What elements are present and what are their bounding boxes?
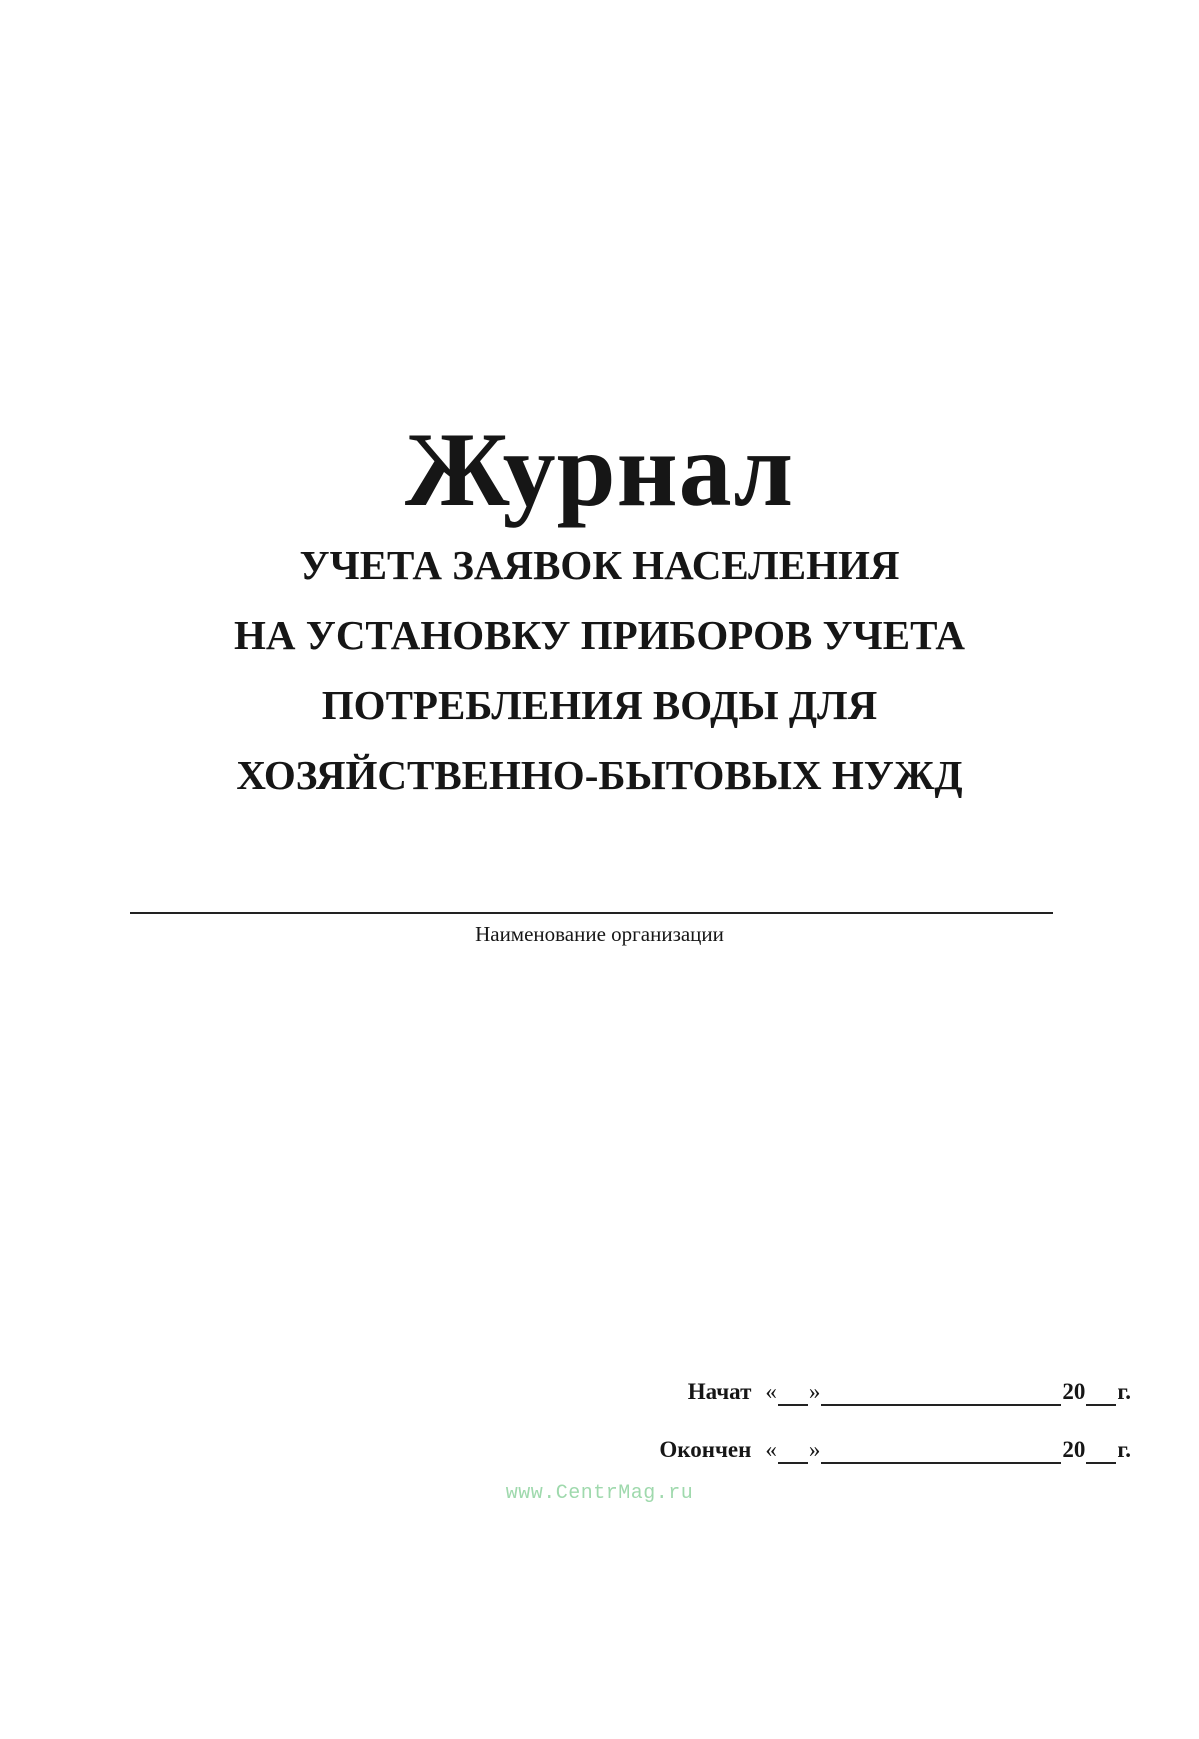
day-blank <box>778 1440 808 1464</box>
year-suffix: г. <box>1117 1437 1131 1462</box>
start-date-field <box>765 1378 1131 1406</box>
year-prefix: 20 <box>1062 1379 1086 1404</box>
year-blank <box>1086 1440 1116 1464</box>
end-date-field <box>765 1436 1131 1464</box>
month-blank <box>821 1440 1061 1464</box>
watermark: www.CentrMag.ru <box>505 1482 694 1505</box>
quote-close: » <box>808 1379 821 1404</box>
month-blank <box>821 1382 1061 1406</box>
subtitle-line: НА УСТАНОВКУ ПРИБОРОВ УЧЕТА <box>233 612 965 658</box>
subtitle-line: ХОЗЯЙСТВЕННО-БЫТОВЫХ НУЖД <box>236 752 963 798</box>
end-date-label: Окончен <box>659 1437 752 1462</box>
day-blank <box>778 1382 808 1406</box>
year-suffix: г. <box>1117 1379 1131 1404</box>
subtitle-line: ПОТРЕБЛЕНИЯ ВОДЫ ДЛЯ <box>321 682 878 728</box>
date-block <box>659 1378 1131 1464</box>
start-date-label: Начат <box>687 1379 752 1404</box>
organization-name-line <box>130 912 1053 914</box>
year-blank <box>1086 1382 1116 1406</box>
document-subtitle <box>0 530 1199 810</box>
document-title: Журнал <box>404 411 795 528</box>
quote-open: « <box>765 1437 777 1462</box>
year-prefix: 20 <box>1062 1437 1086 1462</box>
subtitle-line: УЧЕТА ЗАЯВОК НАСЕЛЕНИЯ <box>299 542 900 588</box>
quote-close: » <box>808 1437 821 1462</box>
quote-open: « <box>765 1379 777 1404</box>
organization-caption: Наименование организации <box>475 922 724 946</box>
